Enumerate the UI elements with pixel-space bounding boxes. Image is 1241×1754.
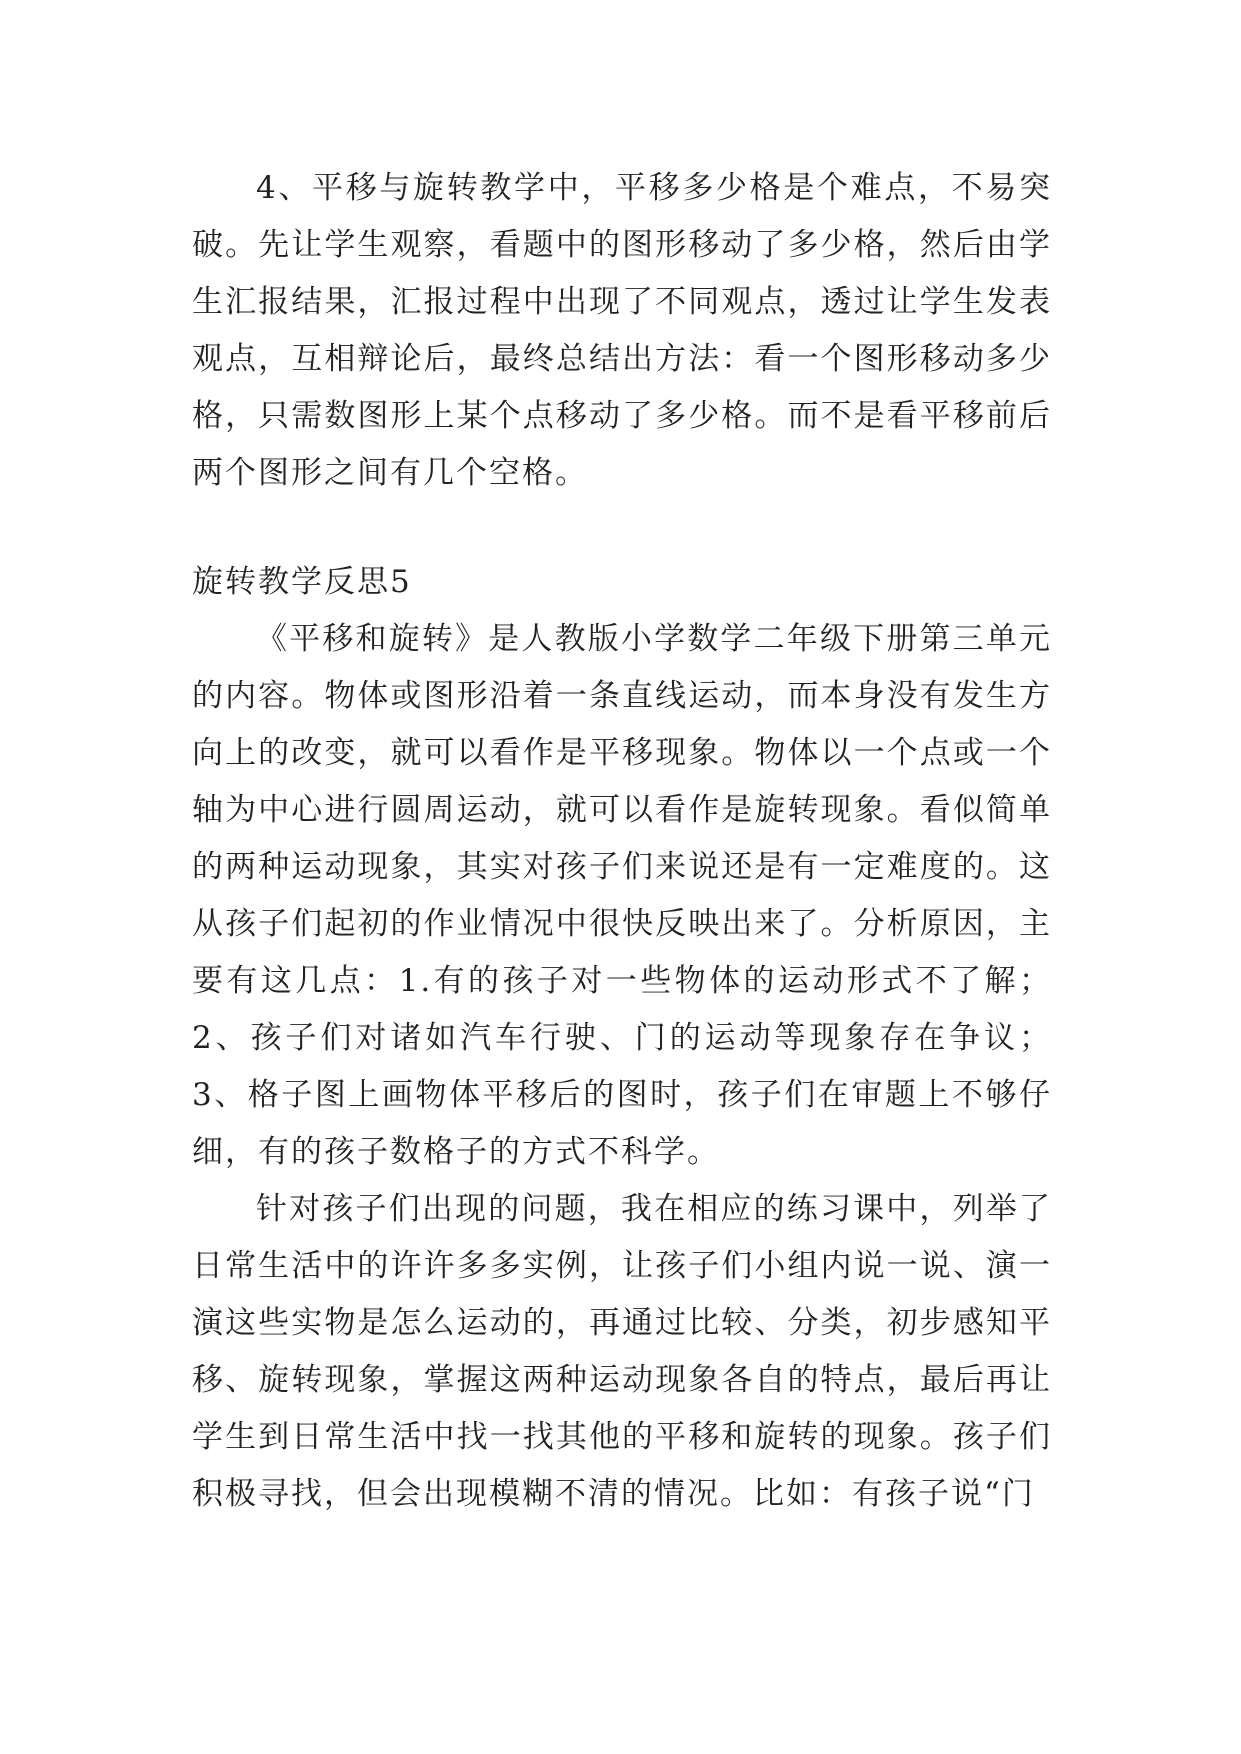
section-heading: 旋转教学反思5 xyxy=(192,564,412,600)
section-spacer xyxy=(192,502,1052,554)
paragraph-intro: 《平移和旋转》是人教版小学数学二年级下册第三单元的内容。物体或图形沿着一条直线运动，而本身没有发生方向上的改变，就可以看作是平移现象。物体以一个点或一个轴为中心进行圆周运动，就可以看作是旋转现象。看似简单的两种运动现象，其实对孩子们来说还是有一定难度的。这从孩子们起初的作业情况中很快反映出来了。分析原因，主要有这几点：1.有的孩子对一些物体的运动形式不了解；2、孩子们对诸如汽车行驶、门的运动等现象存在争议；3、格子图上画物体平移后的图时，孩子们在审题上不够仔细，有的孩子数格子的方式不科学。 xyxy=(192,621,1052,1170)
paragraph-translation-tip: 4、平移与旋转教学中，平移多少格是个难点，不易突破。先让学生观察，看题中的图形移动了多少格，然后由学生汇报结果，汇报过程中出现了不同观点，透过让学生发表观点，互相辩论后，最终总结出方法：看一个图形移动多少格，只需数图形上某个点移动了多少格。而不是看平移前后两个图形之间有几个空格。 xyxy=(192,170,1052,491)
document-body xyxy=(192,160,1052,1523)
paragraph-practice: 针对孩子们出现的问题，我在相应的练习课中，列举了日常生活中的许许多多实例，让孩子们小组内说一说、演一演这些实物是怎么运动的，再通过比较、分类，初步感知平移、旋转现象，掌握这两种运动现象各自的特点，最后再让学生到日常生活中找一找其他的平移和旋转的现象。孩子们积极寻找，但会出现模糊不清的情况。比如：有孩子说“门 xyxy=(192,1191,1052,1512)
